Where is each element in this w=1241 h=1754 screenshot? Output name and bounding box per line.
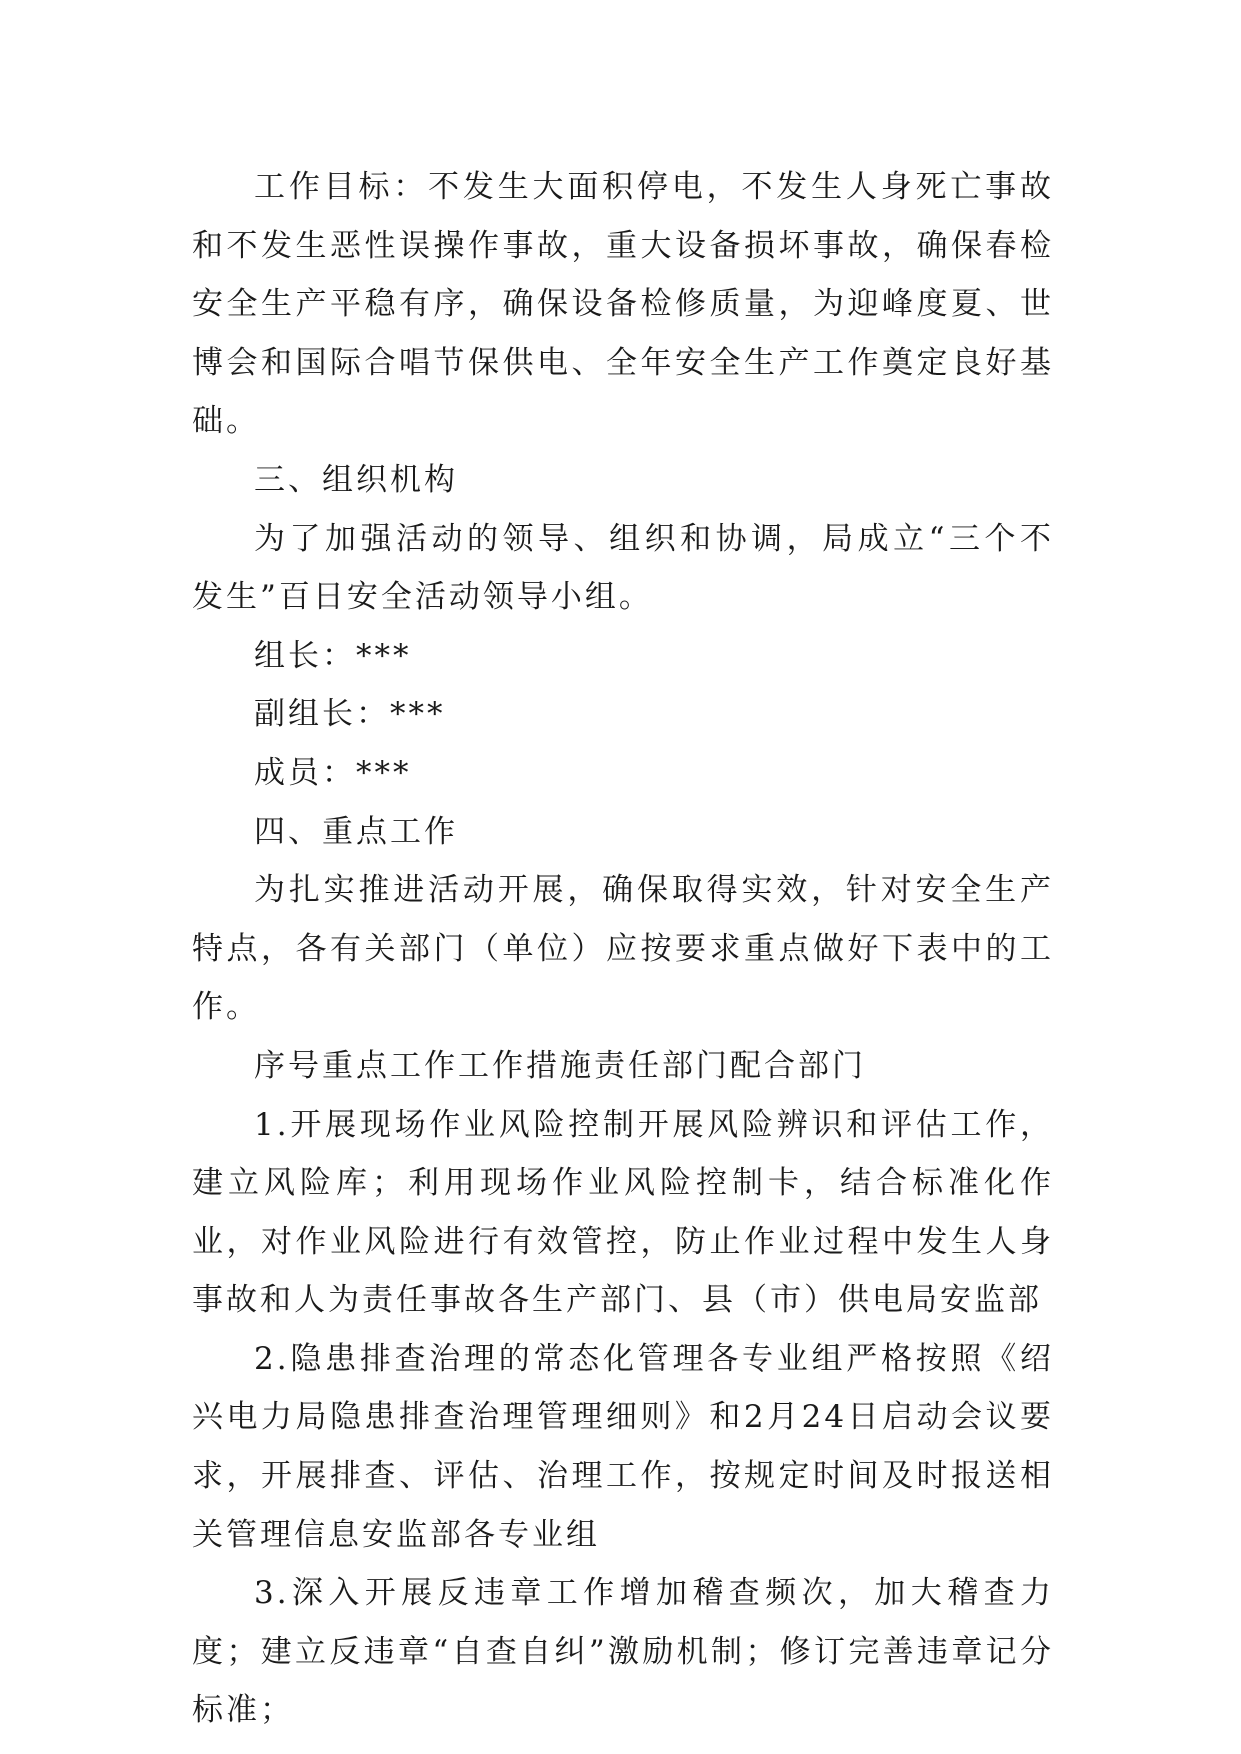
section-heading-key-work: 四、重点工作 [254,813,458,850]
paragraph-deputy-leader: 副组长：*** [254,696,446,733]
paragraph-item-3: 3.深入开展反违章工作增加稽查频次，加大稽查力度；建立反违章“自查自纠”激励机制；修订完善违章记分标准； [192,1575,1054,1729]
paragraph-leading-group: 为了加强活动的领导、组织和协调，局成立“三个不发生”百日安全活动领导小组。 [192,520,1054,616]
paragraph-group-leader: 组长：*** [254,637,412,674]
document-body [192,158,1054,1740]
paragraph-key-work-intro: 为扎实推进活动开展，确保取得实效，针对安全生产特点，各有关部门（单位）应按要求重点做好下表中的工作。 [192,872,1054,1026]
paragraph-members: 成员：*** [254,754,412,791]
paragraph-table-header: 序号重点工作工作措施责任部门配合部门 [254,1047,866,1084]
paragraph-item-1: 1.开展现场作业风险控制开展风险辨识和评估工作，建立风险库；利用现场作业风险控制卡，结合标准化作业，对作业风险进行有效管控，防止作业过程中发生人身事故和人为责任事故各生产部门、县（市）供电局安监部 [192,1106,1054,1319]
paragraph-work-goal: 工作目标：不发生大面积停电，不发生人身死亡事故和不发生恶性误操作事故，重大设备损坏事故，确保春检安全生产平稳有序，确保设备检修质量，为迎峰度夏、世博会和国际合唱节保供电、全年安全生产工作奠定良好基础。 [192,169,1054,440]
paragraph-item-2: 2.隐患排查治理的常态化管理各专业组严格按照《绍兴电力局隐患排查治理管理细则》和2月24日启动会议要求，开展排查、评估、治理工作，按规定时间及时报送相关管理信息安监部各专业组 [192,1340,1054,1553]
section-heading-organization: 三、组织机构 [254,461,458,498]
